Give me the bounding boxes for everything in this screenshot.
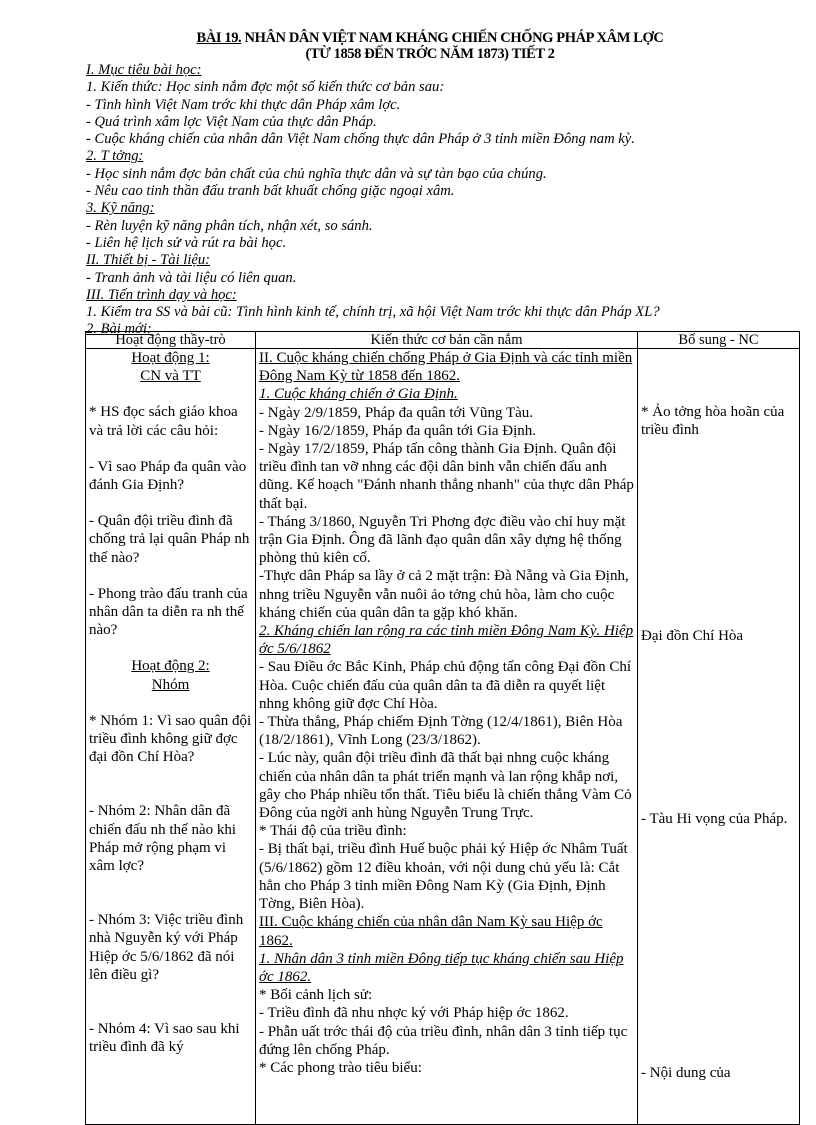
section-heading: III. Cuộc kháng chiến của nhân dân Nam Kỳ sau Hiệp ớc 1862. [259,914,603,949]
objective-line: - Cuộc kháng chiến của nhân dân Việt Nam chống thực dân Pháp ở 3 tỉnh miền Đông nam kỳ. [86,131,635,148]
procedure-heading: III. Tiến trình dạy và học: [86,286,237,303]
knowledge-cell [256,349,638,1125]
header-knowledge: Kiến thức cơ bản cần nắm [256,332,638,349]
content-line: * Thái độ của triều đình: [259,823,407,840]
content-line: * Các phong trào tiêu biểu: [259,1059,422,1076]
ideology-heading: 2. T tởng: [86,148,144,165]
subsection-heading: 1. Nhân dân 3 tỉnh miền Đông tiếp tục kháng chiến sau Hiệp ớc 1862. [259,950,624,985]
table-header-row [86,332,800,349]
content-line: * Bối cảnh lịch sử: [259,987,373,1004]
content-line: - Triều đình đã nhu nhợc ký với Pháp hiệp ớc 1862. [259,1005,569,1022]
objective-line: - Quá trình xâm lợc Việt Nam của thực dân Pháp. [86,113,377,130]
question: - Phong trào đấu tranh của nhân dân ta diễn ra nh thế nào? [89,585,248,639]
note: - Nội dung của [641,1064,731,1081]
objectives-heading: I. Mục tiêu bài học: [86,62,202,78]
question: - Vì sao Pháp đa quân vào đánh Gia Định? [89,458,247,494]
objective-line: - Liên hệ lịch sử và rút ra bài học. [86,234,287,251]
objective-line: - Nêu cao tinh thần đấu tranh bất khuất chống giặc ngoại xâm. [86,183,455,200]
lesson-objectives [86,62,786,339]
content-line: - Thừa thắng, Pháp chiếm Định Tờng (12/4/1861), Biên Hòa (18/2/1861), Vĩnh Long (23/3/1862). [259,714,623,749]
knowledge-heading: 1. Kiến thức: Học sinh nắm đợc một số kiến thức cơ bản sau: [86,79,445,96]
subsection-heading: 1. Cuộc kháng chiến ở Gia Định. [259,386,458,403]
activity-title: Hoạt động 1: [131,350,210,366]
content-line: - Lúc này, quân đội triều đình đã thất bại nhng cuộc kháng chiến của nhân dân ta phát triển mạnh và lan rộng khắp nơi, gây cho Pháp nhiều tổn thất. Tiêu biểu là chiến thắng Vàm Cỏ Đông của ngời anh hùng Nguyễn Trung Trực. [259,750,632,822]
content-line: -Thực dân Pháp sa lầy ở cả 2 mặt trận: Đà Nẵng và Gia Định, nhng triều Nguyễn vẫn nuôi ảo tởng chủ hòa, làm cho cuộc kháng chiến của quân dân ta gặp khó khăn. [259,568,629,621]
activity-subtitle: Nhóm [151,676,190,693]
activity-subtitle: CN và TT [140,368,201,385]
note: * Ảo tởng hòa hoãn của triều đình [641,404,785,439]
new-lesson-heading: 2. Bài mới: [86,321,152,338]
question: - Quân đội triều đình đã chống trả lại quân Pháp nh thế nào? [89,513,250,566]
skills-heading: 3. Kỹ năng: [86,200,155,217]
activities-cell [86,349,256,1125]
section-heading: II. Cuộc kháng chiến chống Pháp ở Gia Định và các tỉnh miền Đông Nam Kỳ từ 1858 đến 1862. [259,350,633,385]
objective-line: - Học sinh nắm đợc bản chất của chủ nghĩa thực dân và sự tàn bạo của chúng. [86,165,547,182]
content-line: - Tháng 3/1860, Nguyễn Tri Phơng đợc điều vào chỉ huy mặt trận Gia Định. Ông đã lãnh đạo quân dân xây dựng hệ thống phòng thủ kiên cố. [259,513,626,567]
lesson-table [85,331,800,1125]
objective-line: - Tranh ảnh và tài liệu có liên quan. [86,269,297,286]
content-line: - Ngày 17/2/1859, Pháp tấn công thành Gia Định. Quân đội triều đình tan vỡ nhng các đội dân binh vẫn chiến đấu anh dũng. Kế hoạch "Đánh nhanh thắng nhanh" của thực dân Pháp thất bại. [259,441,634,512]
lesson-title [80,30,780,46]
question-intro: * HS đọc sách giáo khoa và trả lời các câu hỏi: [89,404,238,439]
lesson-number: BÀI 19. [196,30,242,46]
content-line: - Phẫn uất trớc thái độ của triều đình, nhân dân 3 tỉnh tiếp tục đứng lên chống Pháp. [259,1023,628,1058]
note: - Tàu Hi vọng của Pháp. [641,810,788,827]
group-question: - Nhóm 2: Nhân dân đã chiến đấu nh thế nào khi Pháp mở rộng phạm vi xâm lợc? [89,803,237,875]
lesson-subtitle: (TỪ 1858 ĐẾN TRỚC NĂM 1873) TIẾT 2 [305,46,555,62]
equipment-heading: II. Thiết bị - Tài liệu: [86,252,211,269]
group-question: * Nhóm 1: Vì sao quân đội triều đình không giữ đợc đại đồn Chí Hòa? [89,712,252,766]
lesson-title-text: NHÂN DÂN VIỆT NAM KHÁNG CHIẾN CHỐNG PHÁP XÂM LỢC [241,30,664,46]
table-row [86,349,800,1125]
content-line: - Ngày 2/9/1859, Pháp đa quân tới Vũng Tàu. [259,404,534,421]
content-line: - Bị thất bại, triều đình Huế buộc phải ký Hiệp ớc Nhâm Tuất (5/6/1862) gồm 12 điều khoản, với nội dung chủ yếu là: Cắt hẳn cho Pháp 3 tỉnh miền Đông Nam Kỳ (Gia Định, Định Tờng, Biên Hòa). [259,841,628,913]
content-line: - Ngày 16/2/1859, Pháp đa quân tới Gia Định. [259,422,537,439]
group-question: - Nhóm 4: Vì sao sau khi triều đình đã ký [89,1021,240,1056]
notes-cell [638,349,800,1125]
header-notes: Bổ sung - NC [638,332,800,349]
subsection-heading: 2. Kháng chiến lan rộng ra các tỉnh miền Đông Nam Kỳ. Hiệp ớc 5/6/1862 [259,623,634,658]
activity-title: Hoạt động 2: [131,658,210,675]
objective-line: - Rèn luyện kỹ năng phân tích, nhận xét, so sánh. [86,217,373,234]
group-question: - Nhóm 3: Việc triều đình nhà Nguyễn ký với Pháp Hiệp ớc 5/6/1862 đã nói lên điều gì? [89,912,244,983]
header-activities: Hoạt động thầy-trò [86,332,256,349]
objective-line: 1. Kiểm tra SS và bài cũ: Tình hình kinh tế, chính trị, xã hội Việt Nam trớc khi thực dân Pháp XL? [86,304,660,321]
objective-line: - Tình hình Việt Nam trớc khi thực dân Pháp xâm lợc. [86,96,401,113]
note: Đại đồn Chí Hòa [641,628,744,645]
content-line: - Sau Điều ớc Bắc Kinh, Pháp chủ động tấn công Đại đồn Chí Hòa. Cuộc chiến đấu của quân dân ta đã diễn ra quyết liệt nhng không giữ đợc Chí Hòa. [259,659,632,712]
